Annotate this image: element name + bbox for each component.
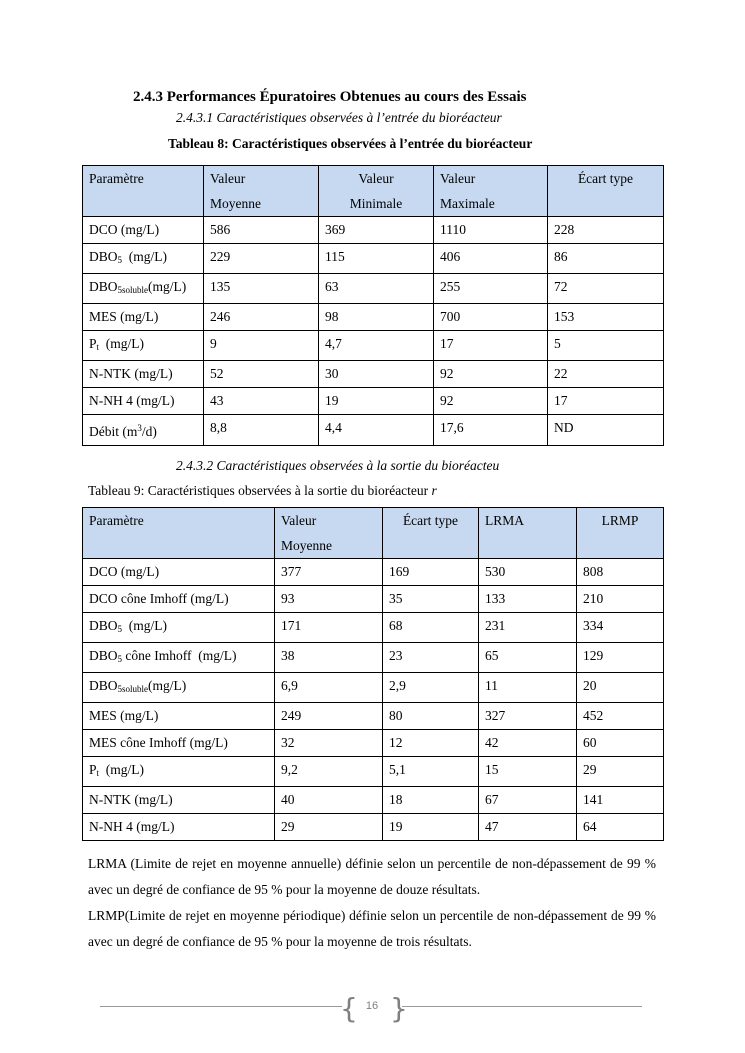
- lrmp-definition: LRMP(Limite de rejet en moyenne périodique) définie selon un percentile de non-dépassement de 99 % avec un degré de confiance de 95 % pour la moyenne de trois résultats.: [88, 908, 656, 949]
- value-cell: 38: [275, 643, 383, 673]
- parameter-cell: N-NH 4 (mg/L): [83, 814, 275, 841]
- value-cell: 6,9: [275, 673, 383, 703]
- table-row: [83, 703, 664, 730]
- table-row: [83, 217, 664, 244]
- value-cell: 115: [319, 244, 434, 274]
- value-cell: 40: [275, 787, 383, 814]
- parameter-cell: $DBO_5$ (mg/L): [83, 244, 204, 274]
- value-cell: 35: [383, 586, 479, 613]
- table1-header-cell: Valeur Moyenne: [204, 166, 319, 217]
- table-row: [83, 331, 664, 361]
- table1-header-cell: Valeur Minimale: [319, 166, 434, 217]
- lrma-definition: LRMA (Limite de rejet en moyenne annuelle) définie selon un percentile de non-dépassement de 99 % avec un degré de confiance de 95 % pour la moyenne de douze résultats.: [88, 856, 656, 897]
- parameter-cell: $DBO_5$ (mg/L): [83, 613, 275, 643]
- value-cell: 92: [434, 388, 548, 415]
- value-cell: 68: [383, 613, 479, 643]
- value-cell: 20: [577, 673, 664, 703]
- value-cell: 42: [479, 730, 577, 757]
- parameter-cell: N-NH 4 (mg/L): [83, 388, 204, 415]
- table-row: [83, 643, 664, 673]
- table-row: [83, 415, 664, 446]
- value-cell: 1110: [434, 217, 548, 244]
- value-cell: 153: [548, 304, 664, 331]
- table-row: [83, 787, 664, 814]
- value-cell: 530: [479, 559, 577, 586]
- value-cell: 15: [479, 757, 577, 787]
- value-cell: 63: [319, 274, 434, 304]
- table1-caption: Tableau 8: Caractéristiques observées à l’entrée du bioréacteur: [168, 136, 533, 151]
- value-cell: 169: [383, 559, 479, 586]
- value-cell: 60: [577, 730, 664, 757]
- table-row: [83, 274, 664, 304]
- table-row: [83, 814, 664, 841]
- value-cell: 8,8: [204, 415, 319, 446]
- value-cell: 5,1: [383, 757, 479, 787]
- parameter-cell: $DBO_{5soluble}(mg/L)$: [83, 274, 204, 304]
- value-cell: 255: [434, 274, 548, 304]
- parameter-cell: DCO cône Imhoff (mg/L): [83, 586, 275, 613]
- value-cell: 80: [383, 703, 479, 730]
- page-number: 16: [365, 1000, 379, 1012]
- table2-header-cell: Paramètre: [83, 508, 275, 559]
- parameter-cell: DCO (mg/L): [83, 559, 275, 586]
- parameter-cell: MES (mg/L): [83, 703, 275, 730]
- table-row: [83, 244, 664, 274]
- value-cell: 23: [383, 643, 479, 673]
- value-cell: 377: [275, 559, 383, 586]
- value-cell: 129: [577, 643, 664, 673]
- value-cell: 52: [204, 361, 319, 388]
- value-cell: 9,2: [275, 757, 383, 787]
- value-cell: 210: [577, 586, 664, 613]
- table-row: [83, 730, 664, 757]
- subsection-heading-exit: 2.4.3.2 Caractéristiques observées à la sortie du bioréactеu: [176, 458, 500, 473]
- table1-header-cell: Paramètre: [83, 166, 204, 217]
- table-row: [83, 388, 664, 415]
- parameter-cell: $P_t$ (mg/L): [83, 757, 275, 787]
- value-cell: 17: [548, 388, 664, 415]
- value-cell: 327: [479, 703, 577, 730]
- value-cell: 133: [479, 586, 577, 613]
- parameter-cell: $DBO_{5soluble}(mg/L)$: [83, 673, 275, 703]
- value-cell: 135: [204, 274, 319, 304]
- value-cell: 171: [275, 613, 383, 643]
- value-cell: 19: [383, 814, 479, 841]
- parameter-cell: MES (mg/L): [83, 304, 204, 331]
- value-cell: 452: [577, 703, 664, 730]
- value-cell: 65: [479, 643, 577, 673]
- parameter-cell: DCO (mg/L): [83, 217, 204, 244]
- value-cell: 43: [204, 388, 319, 415]
- parameter-cell: Débit $(m^3/d)$: [83, 415, 204, 446]
- value-cell: 249: [275, 703, 383, 730]
- value-cell: 4,7: [319, 331, 434, 361]
- right-bracket-icon: }: [390, 992, 408, 1025]
- value-cell: 229: [204, 244, 319, 274]
- subsection-heading-entry: 2.4.3.1 Caractéristiques observées à l’entrée du bioréacteur: [176, 110, 502, 125]
- table-row: [83, 361, 664, 388]
- value-cell: 334: [577, 613, 664, 643]
- parameter-cell: $DBO_5$ cône Imhoff (mg/L): [83, 643, 275, 673]
- table2-header-cell: Valeur Moyenne: [275, 508, 383, 559]
- value-cell: 12: [383, 730, 479, 757]
- footer-rule-right: [402, 1006, 642, 1007]
- value-cell: 47: [479, 814, 577, 841]
- value-cell: 19: [319, 388, 434, 415]
- value-cell: 808: [577, 559, 664, 586]
- table-row: [83, 304, 664, 331]
- table-row: [83, 586, 664, 613]
- value-cell: 67: [479, 787, 577, 814]
- value-cell: 4,4: [319, 415, 434, 446]
- table1-header-cell: Valeur Maximale: [434, 166, 548, 217]
- footer-rule-left: [100, 1006, 342, 1007]
- table2-header-row: [83, 508, 664, 559]
- value-cell: 406: [434, 244, 548, 274]
- value-cell: 64: [577, 814, 664, 841]
- value-cell: 228: [548, 217, 664, 244]
- value-cell: 22: [548, 361, 664, 388]
- value-cell: 17,6: [434, 415, 548, 446]
- table1-header-cell: Écart type: [548, 166, 664, 217]
- parameter-cell: N-NTK (mg/L): [83, 361, 204, 388]
- value-cell: 231: [479, 613, 577, 643]
- value-cell: ND: [548, 415, 664, 446]
- section-heading: 2.4.3 Performances Épuratoires Obtenues au cours des Essais: [133, 89, 527, 105]
- value-cell: 98: [319, 304, 434, 331]
- parameter-cell: MES cône Imhoff (mg/L): [83, 730, 275, 757]
- value-cell: 32: [275, 730, 383, 757]
- table1-header-row: [83, 166, 664, 217]
- value-cell: 92: [434, 361, 548, 388]
- exit-characteristics-table: [82, 507, 664, 841]
- table2-header-cell: Écart type: [383, 508, 479, 559]
- value-cell: 11: [479, 673, 577, 703]
- table-row: [83, 613, 664, 643]
- value-cell: 86: [548, 244, 664, 274]
- value-cell: 93: [275, 586, 383, 613]
- value-cell: 29: [275, 814, 383, 841]
- parameter-cell: N-NTK (mg/L): [83, 787, 275, 814]
- left-bracket-icon: {: [340, 992, 358, 1025]
- value-cell: 369: [319, 217, 434, 244]
- table2-header-cell: LRMP: [577, 508, 664, 559]
- table-row: [83, 673, 664, 703]
- value-cell: 5: [548, 331, 664, 361]
- parameter-cell: $P_t$ (mg/L): [83, 331, 204, 361]
- entry-characteristics-table: [82, 165, 664, 446]
- value-cell: 9: [204, 331, 319, 361]
- value-cell: 72: [548, 274, 664, 304]
- value-cell: 29: [577, 757, 664, 787]
- table-row: [83, 559, 664, 586]
- value-cell: 141: [577, 787, 664, 814]
- table2-caption: Tableau 9: Caractéristiques observées à la sortie du bioréacteur r: [88, 483, 437, 498]
- value-cell: 586: [204, 217, 319, 244]
- value-cell: 18: [383, 787, 479, 814]
- value-cell: 17: [434, 331, 548, 361]
- value-cell: 246: [204, 304, 319, 331]
- value-cell: 2,9: [383, 673, 479, 703]
- value-cell: 700: [434, 304, 548, 331]
- table-row: [83, 757, 664, 787]
- table2-header-cell: LRMA: [479, 508, 577, 559]
- value-cell: 30: [319, 361, 434, 388]
